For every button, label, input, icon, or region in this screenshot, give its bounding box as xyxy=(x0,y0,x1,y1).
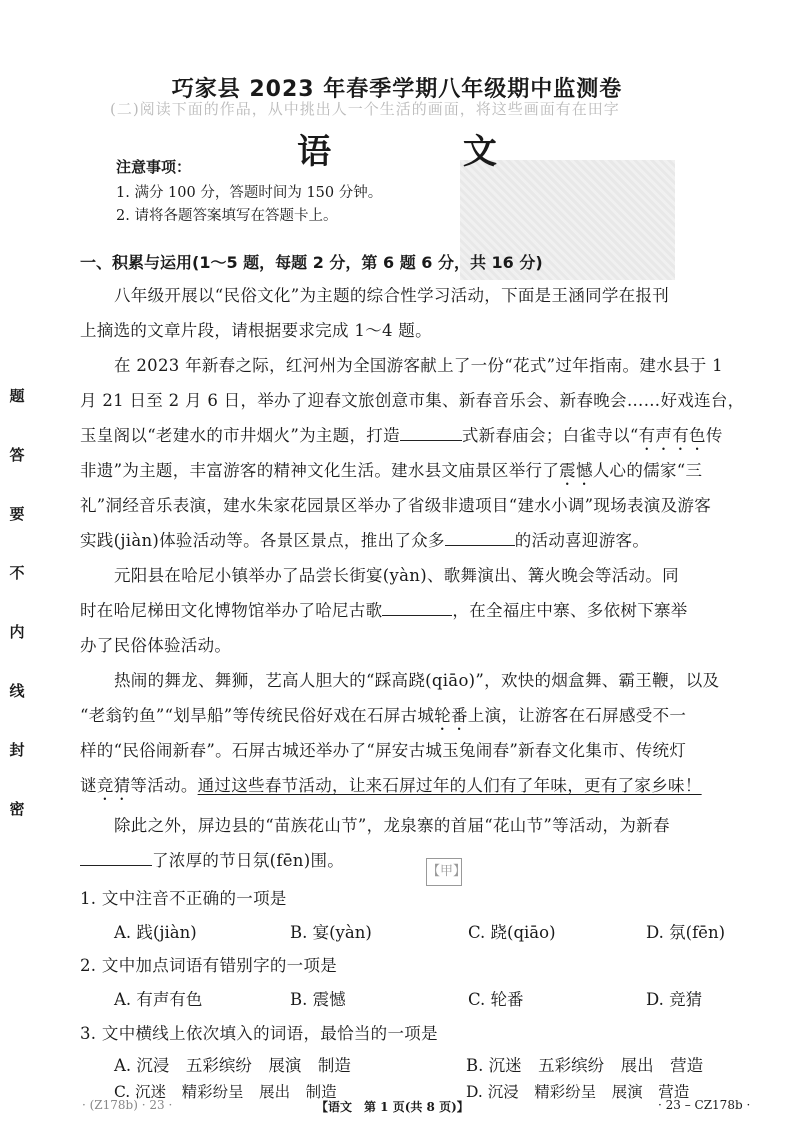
p1-line-3: 玉皇阁以“老建水的市井烟火”为主题，打造 式新春庙会；白雀寺以“有声有色传 xyxy=(80,426,723,445)
blank-2 xyxy=(445,531,515,546)
exam-title: 巧家县 2023 年春季学期八年级期中监测卷 xyxy=(171,77,623,102)
p1-line-5: 礼”洞经音乐表演，建水朱家花园景区举办了省级非遗项目“建水小调”现场表演及游客 xyxy=(80,496,712,515)
intro-line-1: 八年级开展以“民俗文化”为主题的综合性学习活动，下面是王涵同学在报刊 xyxy=(114,286,670,305)
p2-line-2: 时在哈尼梯田文化博物馆举办了哈尼古歌 ，在全福庄中寨、多依树下寨举 xyxy=(80,601,688,620)
underlined-sentence: 通过这些春节活动，让来石屏过年的人们有了年味，更有了家乡味！ xyxy=(197,776,702,795)
dotted-word: 竞猜 xyxy=(96,776,131,795)
p3-line-4: 谜竞猜等活动。通过这些春节活动，让来石屏过年的人们有了年味，更有了家乡味！ xyxy=(80,776,702,795)
p4-line-2: 了浓厚的节日氛(fēn)围。 xyxy=(80,847,766,871)
q1-option-b: B. 宴(yàn) xyxy=(290,923,372,942)
p3-line-1: 热闹的舞龙、舞狮，艺高人胆大的“踩高跷(qiāo)”，欢快的烟盒舞、霸王鞭，以及 xyxy=(114,671,720,690)
p3-line-3: 样的“民俗闹新春”。石屏古城还举办了“屏安古城玉兔闹春”新春文化集市、传统灯 xyxy=(80,741,687,760)
side-char: 线 xyxy=(9,682,25,700)
p4-line-1: 除此之外，屏边县的“苗族花山节”，龙泉寨的首届“花山节”等活动，为新春 xyxy=(114,816,670,835)
dotted-word: 有声有色 xyxy=(638,426,706,445)
q2-option-d: D. 竞猜 xyxy=(646,990,703,1009)
p1-line-1: 在 2023 年新春之际，红河州为全国游客献上了一份“花式”过年指南。建水县于 1 xyxy=(114,356,723,375)
p2-line-1: 元阳县在哈尼小镇举办了品尝长街宴(yàn)、歌舞演出、篝火晚会等活动。同 xyxy=(114,566,679,585)
blank-3 xyxy=(382,601,452,616)
side-char: 内 xyxy=(9,623,25,641)
intro-line-2: 上摘选的文章片段，请根据要求完成 1～4 题。 xyxy=(80,321,432,340)
q3-option-d: D. 沉浸 精彩纷呈 展演 营造 xyxy=(466,1083,690,1101)
q1-option-d: D. 氛(fēn) xyxy=(646,923,726,942)
q3-option-a: A. 沉浸 五彩缤纷 展演 制造 xyxy=(114,1056,351,1075)
dotted-word: 震憾 xyxy=(559,461,593,480)
p2-line-3: 办了民俗体验活动。 xyxy=(80,636,232,655)
notes-title: 注意事项： xyxy=(116,158,192,176)
side-char: 密 xyxy=(9,800,25,818)
exam-subject: 语 文 xyxy=(297,132,557,172)
side-char: 封 xyxy=(9,741,25,759)
side-char: 答 xyxy=(9,446,25,464)
side-char: 题 xyxy=(9,387,25,405)
q2-option-b: B. 震憾 xyxy=(290,990,346,1009)
note-item-2: 2. 请将各题答案填写在答题卡上。 xyxy=(116,208,338,224)
footer-code: · 23 – CZ178b · xyxy=(658,1098,751,1112)
q3-option-b: B. 沉迷 五彩缤纷 展出 营造 xyxy=(466,1056,704,1075)
p1-line-4: 非遗”为主题，丰富游客的精神文化生活。建水县文庙景区举行了震憾人心的儒家“三 xyxy=(80,461,703,480)
q1-option-c: C. 跷(qiāo) xyxy=(468,923,556,942)
q1-option-a: A. 践(jiàn) xyxy=(114,923,197,942)
section-1-title: 一、积累与运用(1～5 题，每题 2 分，第 6 题 6 分，共 16 分) xyxy=(80,253,543,272)
blank-4 xyxy=(80,851,152,866)
q2-option-a: A. 有声有色 xyxy=(114,990,203,1009)
side-char: 要 xyxy=(9,505,25,523)
side-char: 不 xyxy=(9,564,25,582)
p1-line-2: 月 21 日至 2 月 6 日，举办了迎春文旅创意市集、新春音乐会、新春晚会……好戏连台， xyxy=(80,391,745,410)
note-item-1: 1. 满分 100 分，答题时间为 150 分钟。 xyxy=(116,185,383,201)
side-seal-warning xyxy=(8,385,26,819)
q2-option-c: C. 轮番 xyxy=(468,990,524,1009)
dotted-word: 轮番 xyxy=(434,706,468,725)
bleed-through-text: (二)阅读下面的作品，从中挑出人一个生活的画面，将这些画面有在田字 xyxy=(110,100,620,118)
p3-line-2: “老翁钓鱼”“划旱船”等传统民俗好戏在石屏古城轮番上演，让游客在石屏感受不一 xyxy=(80,706,687,725)
question-2-stem: 2. 文中加点词语有错别字的一项是 xyxy=(80,956,338,975)
p1-line-6: 实践(jiàn)体验活动等。各景区景点，推出了众多 的活动喜迎游客。 xyxy=(80,531,650,550)
question-1-stem: 1. 文中注音不正确的一项是 xyxy=(80,889,287,908)
footer-page-number: 【语文 第 1 页(共 8 页)】 xyxy=(316,1100,469,1114)
blank-1 xyxy=(400,426,462,441)
footer-left-mark: · (Z178b) · 23 · xyxy=(82,1098,173,1112)
q3-option-c: C. 沉迷 精彩纷呈 展出 制造 xyxy=(114,1083,337,1101)
question-3-stem: 3. 文中横线上依次填入的词语，最恰当的一项是 xyxy=(80,1024,438,1043)
bleed-through-stamp: 【甲】 xyxy=(426,858,462,886)
